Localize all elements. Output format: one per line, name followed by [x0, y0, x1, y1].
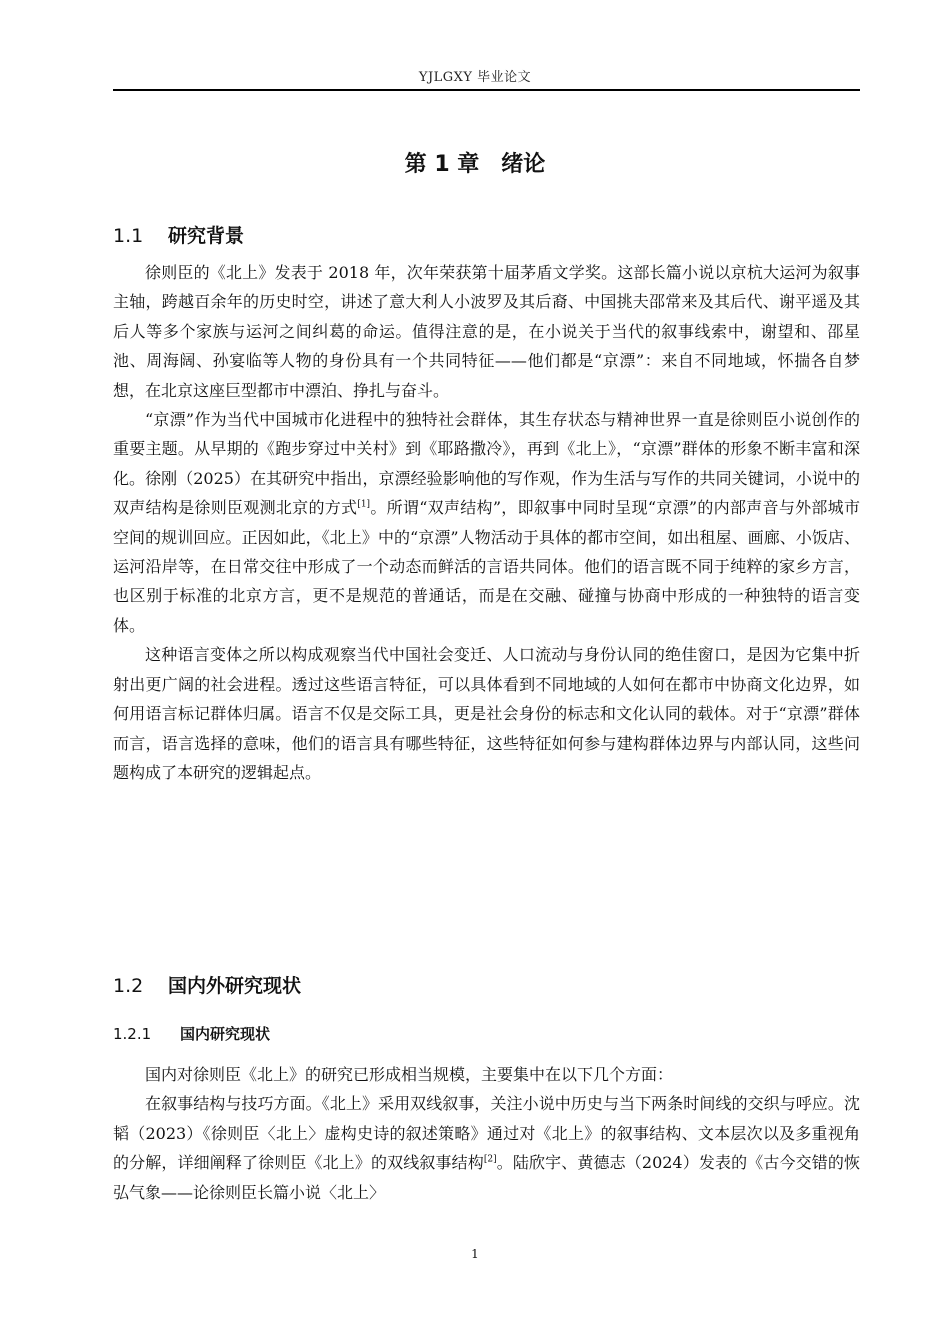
- running-header: YJLGXY 毕业论文: [418, 70, 532, 85]
- section-heading-1-1: [113, 221, 244, 248]
- header-rule: [113, 89, 860, 91]
- subsection-title: 国内研究现状: [180, 1025, 271, 1043]
- citation-marker: [2]: [483, 1154, 497, 1165]
- citation-marker: [1]: [357, 499, 371, 510]
- subsection-heading-1-2-1: [113, 1023, 270, 1044]
- subsection-number: 1.2.1: [113, 1025, 152, 1043]
- paragraph-text: “京漂”作为当代中国城市化进程中的独特社会群体，其生存状态与精神世界一直是徐则臣小说创作的重要主题。从早期的《跑步穿过中关村》到《耶路撒冷》，再到《北上》，“京漂”群体的形象不断丰富和深化。徐刚（2025）在其研究中指出，京漂经验影响他的写作观，作为生活与写作的共同关键词，小说中的双声结构是徐则臣观测北京的方式: [113, 410, 860, 518]
- paragraph: [113, 405, 860, 640]
- paragraph: 徐则臣的《北上》发表于 2018 年，次年荣获第十届茅盾文学奖。这部长篇小说以京杭大运河为叙事主轴，跨越百余年的历史时空，讲述了意大利人小波罗及其后裔、中国挑夫邵常来及其后代、谢平遥及其后人等多个家族与运河之间纠葛的命运。值得注意的是，在小说关于当代的叙事线索中，谢望和、邵星池、周海阔、孙宴临等人物的身份具有一个共同特征——他们都是“京漂”：来自不同地域，怀揣各自梦想，在北京这座巨型都市中漂泊、挣扎与奋斗。: [113, 263, 860, 400]
- section-number: 1.1: [113, 225, 144, 247]
- paragraph-text: 。陆欣宇、黄德志（2024）发表的《古今交错的恢弘气象——论徐则臣长篇小说〈北上〉: [113, 1153, 860, 1202]
- paragraph: [113, 1089, 860, 1207]
- section-title: 国内外研究现状: [168, 975, 302, 997]
- section-1-1-body: [113, 258, 860, 787]
- section-heading-1-2: [113, 971, 301, 998]
- paragraph-text: 。所谓“双声结构”，即叙事中同时呈现“京漂”的内部声音与外部城市空间的规训回应。正因如此，《北上》中的“京漂”人物活动于具体的都市空间，如出租屋、画廊、小饭店、运河沿岸等，在日常交往中形成了一个动态而鲜活的言语共同体。他们的语言既不同于纯粹的家乡方言，也区别于标准的北京方言，更不是规范的普通话，而是在交融、碰撞与协商中形成的一种独特的语言变体。: [113, 498, 860, 635]
- section-1-2-1-body: [113, 1060, 860, 1207]
- section-number: 1.2: [113, 975, 144, 997]
- page-number: 1: [471, 1247, 479, 1261]
- section-title: 研究背景: [168, 225, 245, 247]
- paragraph-text: 在叙事结构与技巧方面。《北上》采用双线叙事，关注小说中历史与当下两条时间线的交织与呼应。沈韬（2023）《徐则臣〈北上〉虚构史诗的叙述策略》通过对《北上》的叙事结构、文本层次以及多重视角的分解，详细阐释了徐则臣《北上》的双线叙事结构: [113, 1094, 860, 1173]
- paragraph: 国内对徐则臣《北上》的研究已形成相当规模，主要集中在以下几个方面：: [145, 1065, 674, 1084]
- paragraph: 这种语言变体之所以构成观察当代中国社会变迁、人口流动与身份认同的绝佳窗口，是因为它集中折射出更广阔的社会进程。透过这些语言特征，可以具体看到不同地域的人如何在都市中协商文化边界，如何用语言标记群体归属。语言不仅是交际工具，更是社会身份的标志和文化认同的载体。对于“京漂”群体而言，语言选择的意味，他们的语言具有哪些特征，这些特征如何参与建构群体边界与内部认同，这些问题构成了本研究的逻辑起点。: [113, 645, 860, 782]
- chapter-title: 第 1 章 绪论: [404, 152, 546, 177]
